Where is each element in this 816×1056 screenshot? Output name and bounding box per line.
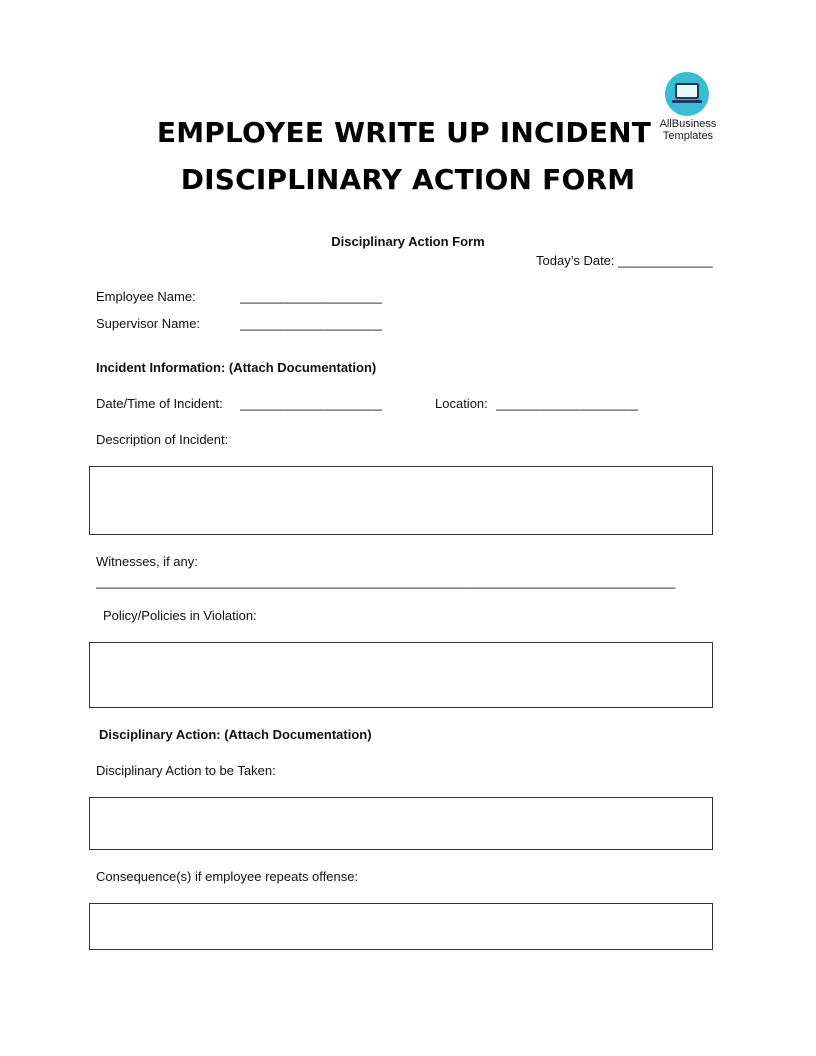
consequence-textarea[interactable] bbox=[89, 903, 713, 950]
description-label: Description of Incident: bbox=[96, 432, 229, 447]
logo-text-line1: AllBusiness bbox=[659, 118, 717, 130]
incident-datetime-label: Date/Time of Incident: bbox=[96, 396, 223, 411]
disciplinary-section-heading: Disciplinary Action: (Attach Documentation) bbox=[99, 727, 372, 742]
consequence-label: Consequence(s) if employee repeats offense: bbox=[96, 869, 359, 884]
description-textarea[interactable] bbox=[89, 466, 713, 535]
incident-datetime-field[interactable]: _____________________ bbox=[240, 396, 382, 411]
page-title-line1: EMPLOYEE WRITE UP INCIDENT bbox=[156, 116, 652, 149]
witnesses-label: Witnesses, if any: bbox=[96, 554, 198, 569]
location-label: Location: bbox=[435, 396, 488, 411]
logo-text-line2: Templates bbox=[662, 130, 714, 142]
form-subtitle: Disciplinary Action Form bbox=[331, 234, 485, 249]
action-textarea[interactable] bbox=[89, 797, 713, 850]
witnesses-field[interactable]: ______________________________________________________________________________________ bbox=[96, 574, 675, 589]
laptop-icon bbox=[665, 72, 709, 116]
location-field[interactable]: _____________________ bbox=[496, 396, 638, 411]
supervisor-name-field[interactable]: _____________________ bbox=[240, 316, 382, 331]
supervisor-name-label: Supervisor Name: bbox=[96, 316, 201, 331]
laptop-screen-icon bbox=[675, 83, 699, 99]
todays-date-label: Today’s Date: bbox=[536, 253, 615, 268]
todays-date-field[interactable]: ______________ bbox=[618, 253, 713, 268]
employee-name-label: Employee Name: bbox=[96, 289, 196, 304]
policy-label: Policy/Policies in Violation: bbox=[103, 608, 257, 623]
page-title-line2: DISCIPLINARY ACTION FORM bbox=[180, 163, 636, 196]
incident-section-heading: Incident Information: (Attach Documentation) bbox=[96, 360, 377, 375]
action-label: Disciplinary Action to be Taken: bbox=[96, 763, 276, 778]
employee-name-field[interactable]: _____________________ bbox=[240, 289, 382, 304]
policy-textarea[interactable] bbox=[89, 642, 713, 708]
laptop-base-icon bbox=[672, 100, 702, 103]
